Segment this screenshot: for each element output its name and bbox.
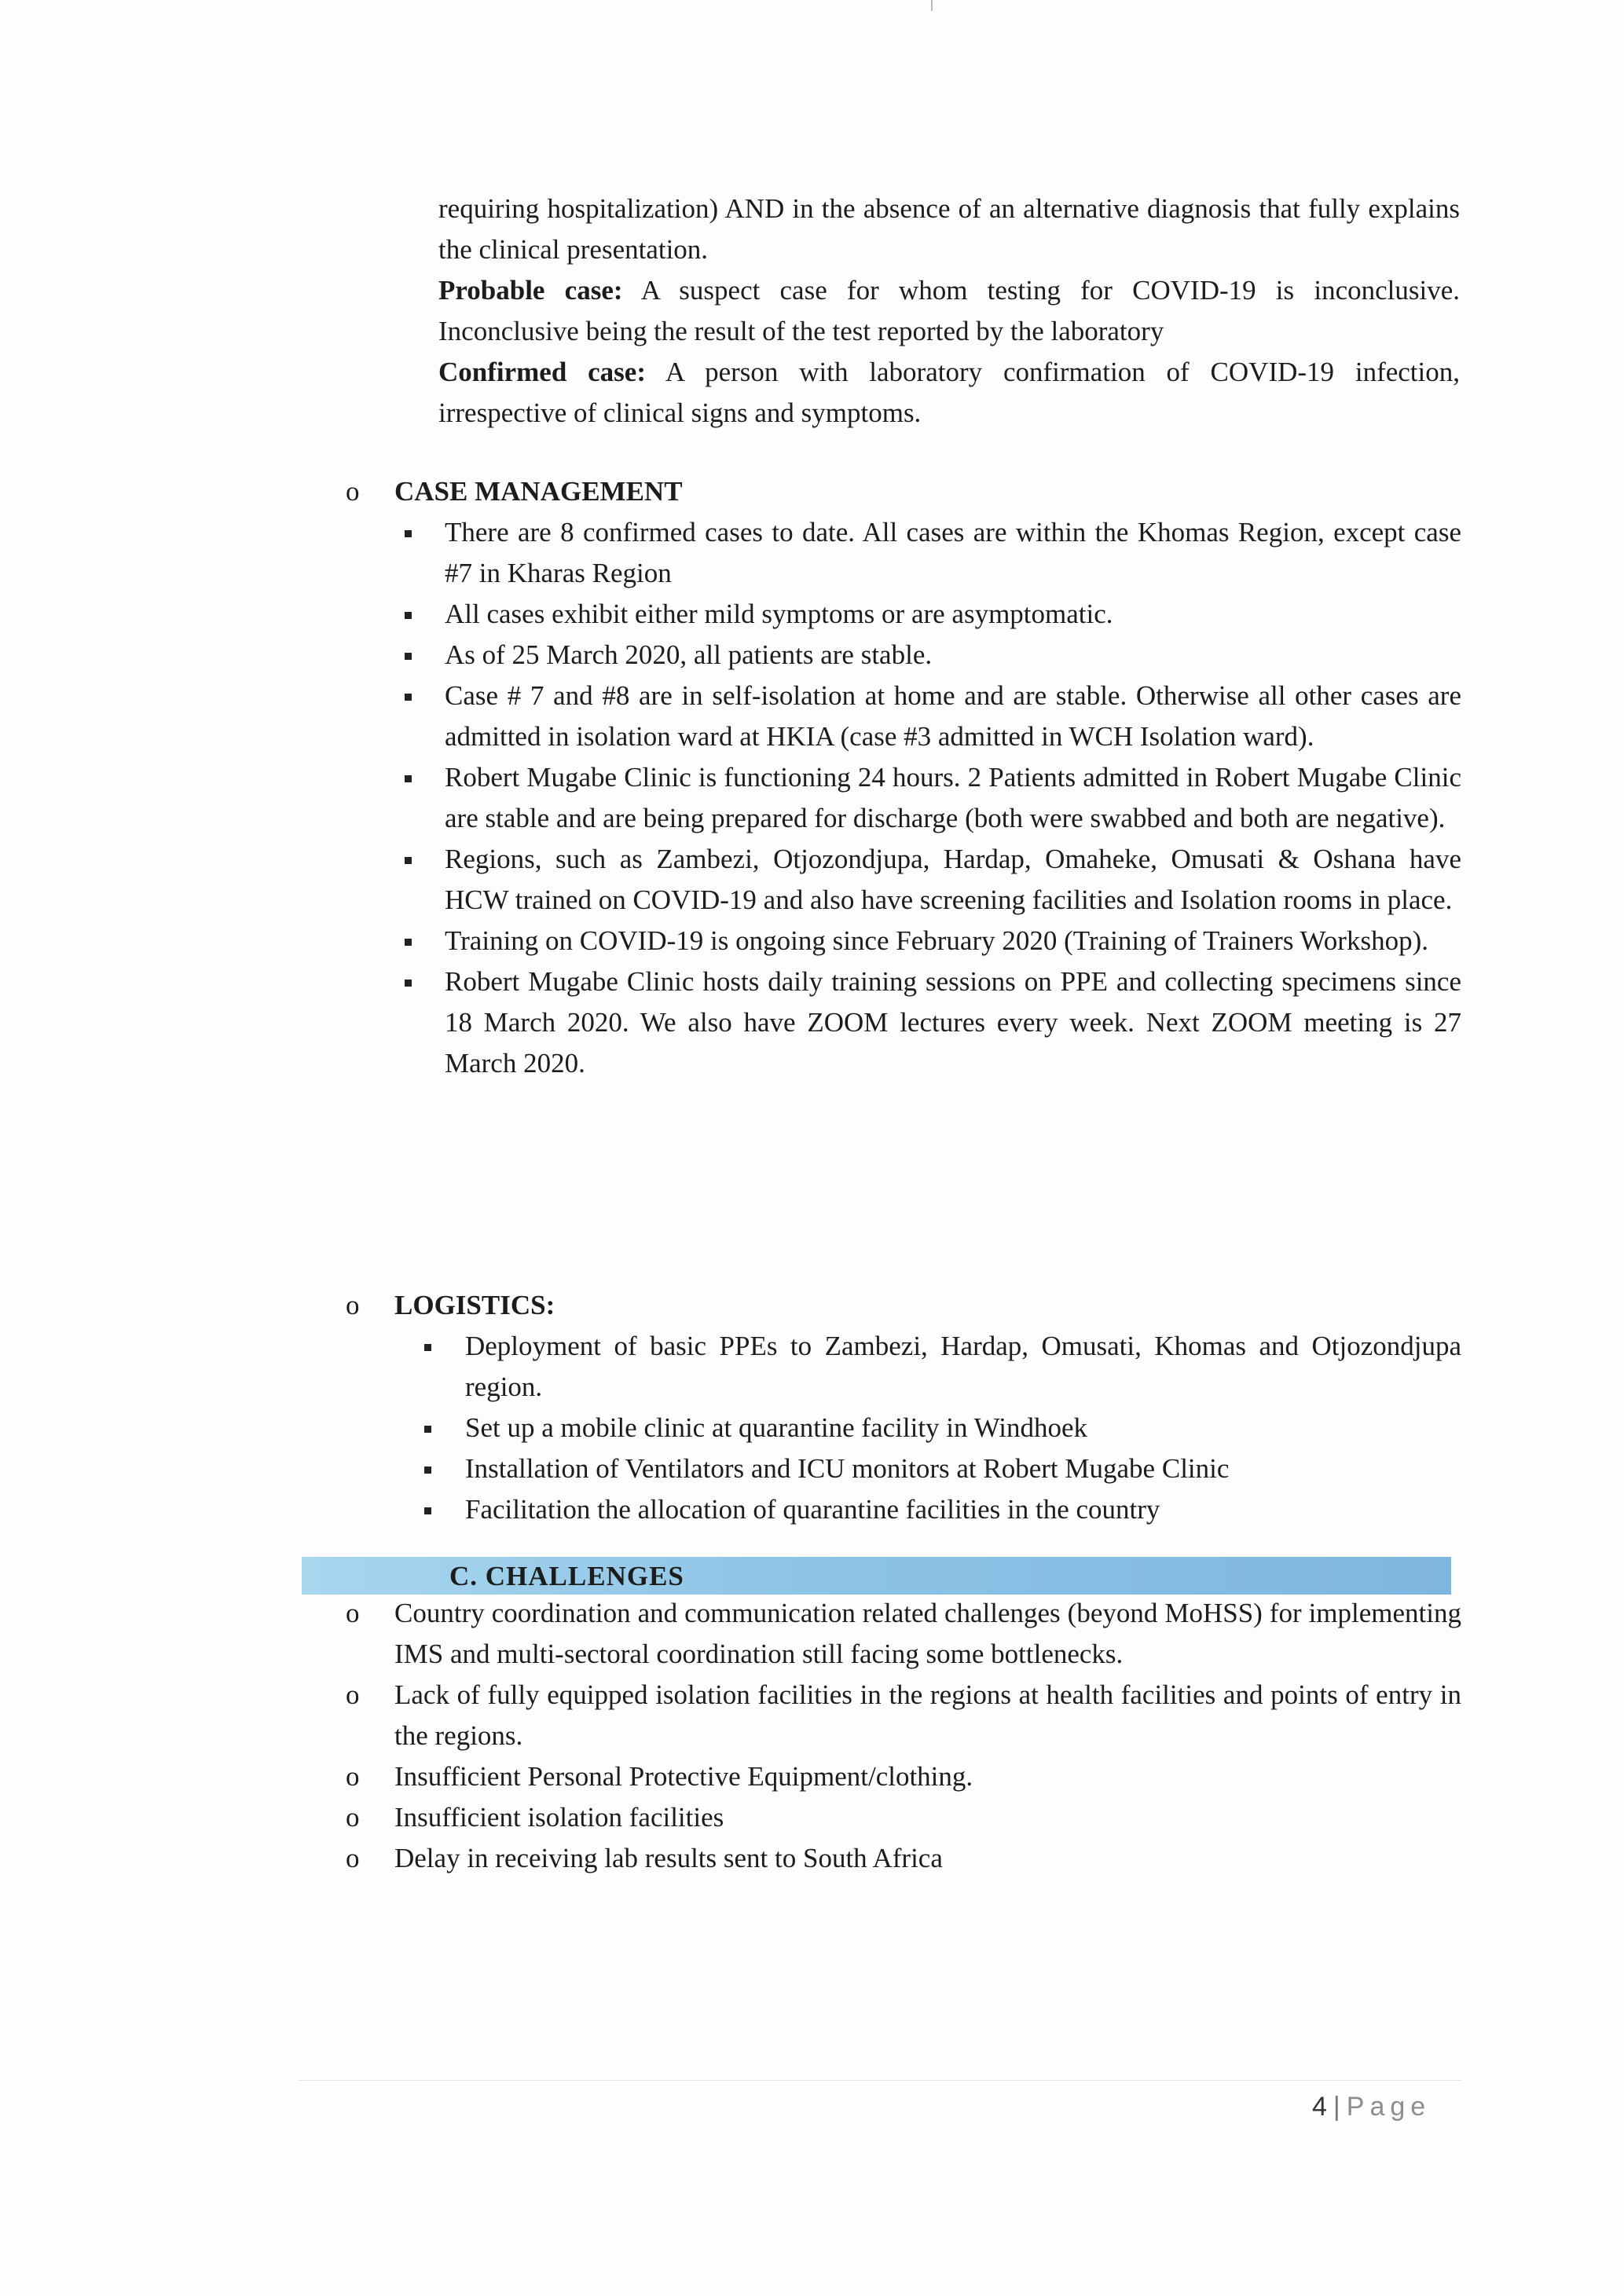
list-item: o Country coordination and communication related challenges (beyond MoHSS) for implementing IMS and multi-sectoral coordination still facing some bottlenecks. [346,1593,1461,1675]
circle-bullet-icon: o [346,1598,360,1628]
circle-bullet-icon: o [346,1843,360,1873]
list-item: Training on COVID-19 is ongoing since February 2020 (Training of Trainers Workshop). [346,921,1461,961]
confirmed-case-paragraph [438,352,1460,434]
case-management-list [346,512,1461,1084]
case-definitions [438,189,1460,434]
square-bullet-icon [405,939,412,946]
list-item: Installation of Ventilators and ICU monitors at Robert Mugabe Clinic [346,1448,1461,1489]
square-bullet-icon [424,1426,431,1433]
logistics-list [346,1326,1461,1530]
circle-bullet-icon: o [346,1802,360,1833]
confirmed-case-label: Confirmed case: [438,357,646,387]
list-item: o Lack of fully equipped isolation facilities in the regions at health facilities and points of entry in the regions. [346,1675,1461,1756]
circle-bullet-icon: o [346,476,360,507]
list-item: Facilitation the allocation of quarantine facilities in the country [346,1489,1461,1530]
page-number-footer [1312,2089,1431,2124]
square-bullet-icon [405,612,412,619]
list-item: Robert Mugabe Clinic hosts daily training sessions on PPE and collecting specimens since 18 March 2020. We also have ZOOM lectures every week. Next ZOOM meeting is 27 March 2020. [346,961,1461,1084]
list-item: As of 25 March 2020, all patients are stable. [346,635,1461,676]
challenges-heading-bar [302,1557,1451,1595]
list-item: All cases exhibit either mild symptoms or are asymptomatic. [346,594,1461,635]
challenges-section [346,1593,1461,1879]
square-bullet-icon [405,857,412,864]
list-item: There are 8 confirmed cases to date. All cases are within the Khomas Region, except case #7 in Kharas Region [346,512,1461,594]
list-item: Regions, such as Zambezi, Otjozondjupa, Hardap, Omaheke, Omusati & Oshana have HCW trained on COVID-19 and also have screening facilities and Isolation rooms in place. [346,839,1461,921]
square-bullet-icon [405,530,412,537]
probable-case-text: A suspect case for whom testing for COVID-19 is inconclusive. Inconclusive being the result of the test reported by the laboratory [438,275,1460,346]
scan-artifact [931,0,933,11]
challenges-list [346,1593,1461,1879]
challenges-title: C. CHALLENGES [449,1561,684,1591]
circle-bullet-icon: o [346,1290,360,1320]
page-number: 4 [1312,2092,1327,2122]
continuation-paragraph: requiring hospitalization) AND in the absence of an alternative diagnosis that fully explains the clinical presentation. [438,193,1460,265]
case-management-title: CASE MANAGEMENT [394,476,683,507]
logistics-heading [346,1285,1461,1326]
confirmed-case-text: A person with laboratory confirmation of COVID-19 infection, irrespective of clinical signs and symptoms. [438,357,1461,428]
square-bullet-icon [424,1507,431,1514]
square-bullet-icon [424,1467,431,1474]
logistics-title: LOGISTICS: [394,1290,555,1320]
list-item: o Insufficient Personal Protective Equipment/clothing. [346,1756,1461,1797]
page-separator: | [1333,2092,1340,2122]
square-bullet-icon [405,775,412,782]
list-item: o Insufficient isolation facilities [346,1797,1461,1838]
square-bullet-icon [405,980,412,987]
circle-bullet-icon: o [346,1761,360,1792]
probable-case-label: Probable case: [438,275,623,306]
circle-bullet-icon: o [346,1679,360,1710]
list-item: Deployment of basic PPEs to Zambezi, Hardap, Omusati, Khomas and Otjozondjupa region. [346,1326,1461,1408]
footer-divider [299,2080,1461,2081]
square-bullet-icon [405,694,412,701]
list-item: Case # 7 and #8 are in self-isolation at home and are stable. Otherwise all other cases are admitted in isolation ward at HKIA (case #3 admitted in WCH Isolation ward). [346,676,1461,757]
list-item: Robert Mugabe Clinic is functioning 24 hours. 2 Patients admitted in Robert Mugabe Clinic are stable and are being prepared for discharge (both were swabbed and both are negative). [346,757,1461,839]
square-bullet-icon [405,653,412,660]
case-management-heading [346,471,1461,512]
probable-case-paragraph [438,270,1460,352]
page-word: Page [1346,2092,1432,2122]
case-management-section [346,471,1461,1084]
list-item: Set up a mobile clinic at quarantine facility in Windhoek [346,1408,1461,1448]
list-item: o Delay in receiving lab results sent to South Africa [346,1838,1461,1879]
logistics-section [346,1285,1461,1530]
square-bullet-icon [424,1344,431,1351]
